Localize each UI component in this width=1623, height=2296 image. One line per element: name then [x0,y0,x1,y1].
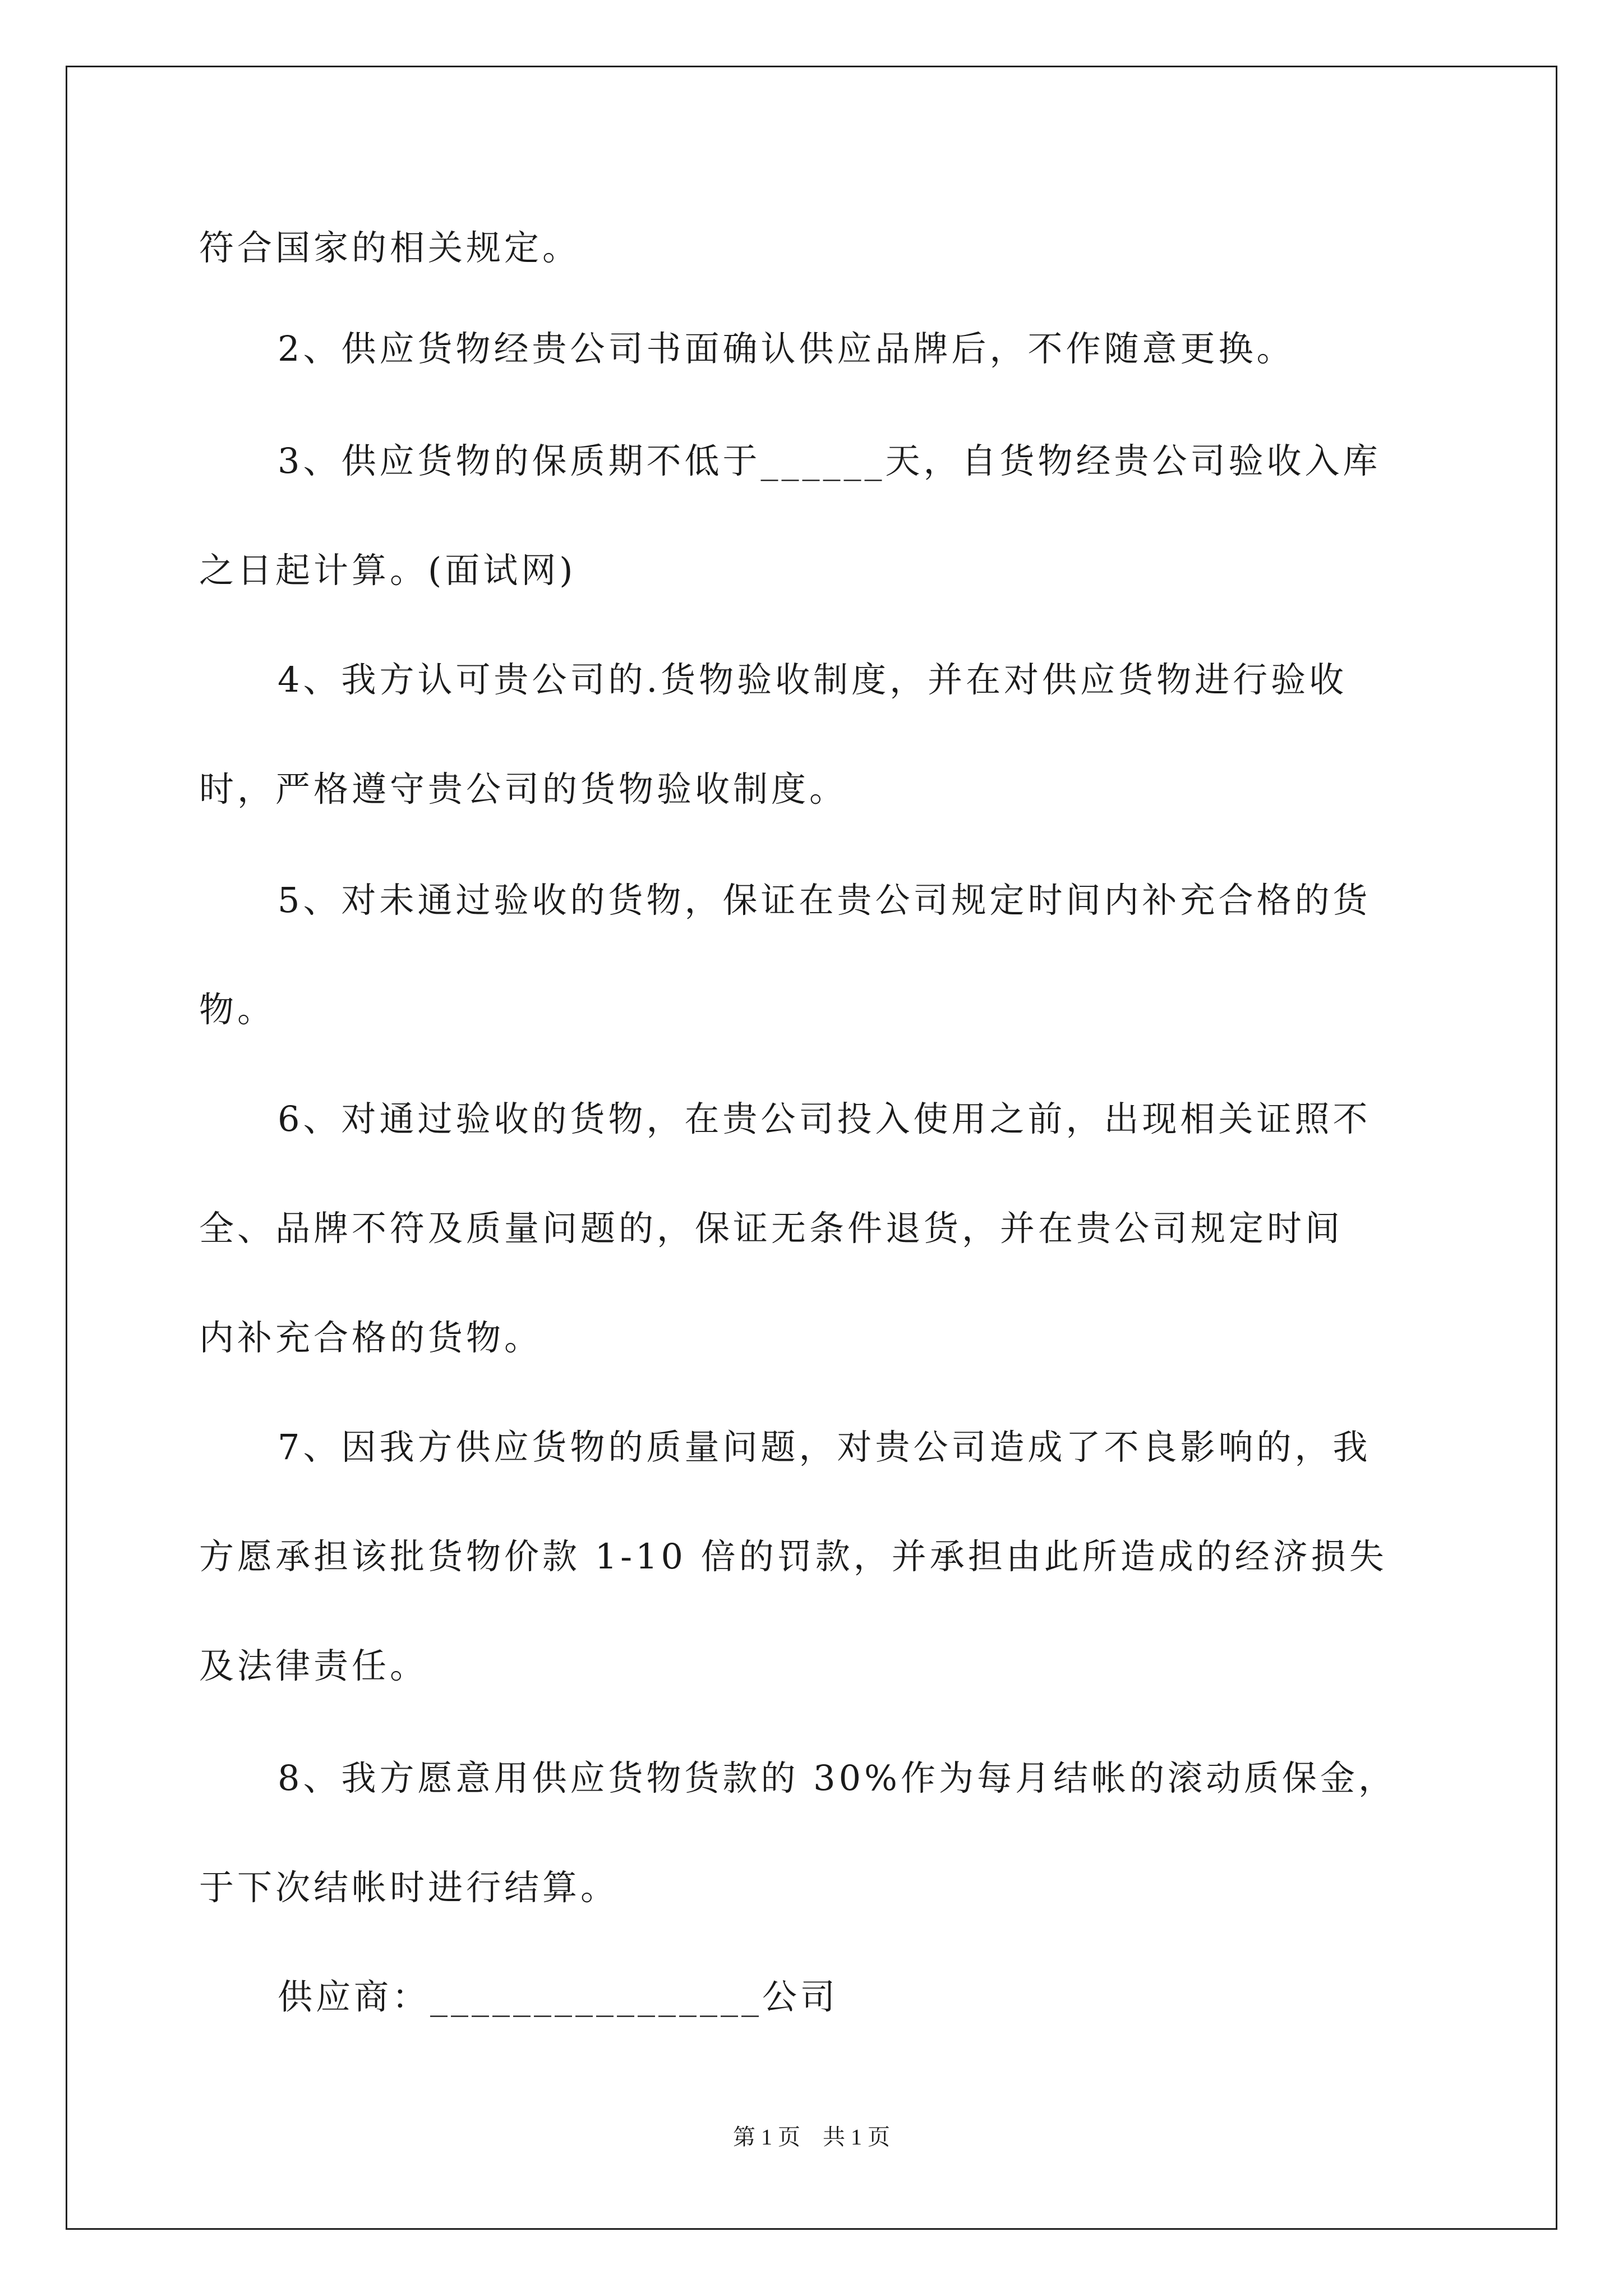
document-line: 物。 [199,989,276,1030]
document-line: 3、供应货物的保质期不低于______天，自货物经贵公司验收入库 [278,440,1381,481]
document-line: 6、对通过验收的货物，在贵公司投入使用之前，出现相关证照不 [278,1098,1371,1139]
document-line: 全、品牌不符及质量问题的，保证无条件退货，并在贵公司规定时间 [199,1208,1344,1249]
document-line: 时，严格遵守贵公司的货物验收制度。 [199,769,848,809]
document-line: 及法律责任。 [199,1645,428,1686]
page-number-footer: 第 1 页 共 1 页 [733,2124,890,2150]
supplier-signature-line: 供应商：________________公司 [278,1976,839,2017]
document-line: 8、我方愿意用供应货物货款的 30%作为每月结帐的滚动质保金， [278,1757,1396,1798]
document-line: 方愿承担该批货物价款 1-10 倍的罚款，并承担由此所造成的经济损失 [199,1536,1387,1577]
document-line: 5、对未通过验收的货物，保证在贵公司规定时间内补充合格的货 [278,880,1371,921]
document-line: 2、供应货物经贵公司书面确认供应品牌后，不作随意更换。 [278,328,1295,369]
document-line: 符合国家的相关规定。 [199,227,581,268]
document-line: 4、我方认可贵公司的.货物验收制度，并在对供应货物进行验收 [278,659,1348,700]
document-line: 之日起计算。(面试网) [199,550,577,591]
document-line: 内补充合格的货物。 [199,1317,543,1358]
document-line: 7、因我方供应货物的质量问题，对贵公司造成了不良影响的，我 [278,1427,1371,1467]
document-line: 于下次结帐时进行结算。 [199,1867,619,1908]
